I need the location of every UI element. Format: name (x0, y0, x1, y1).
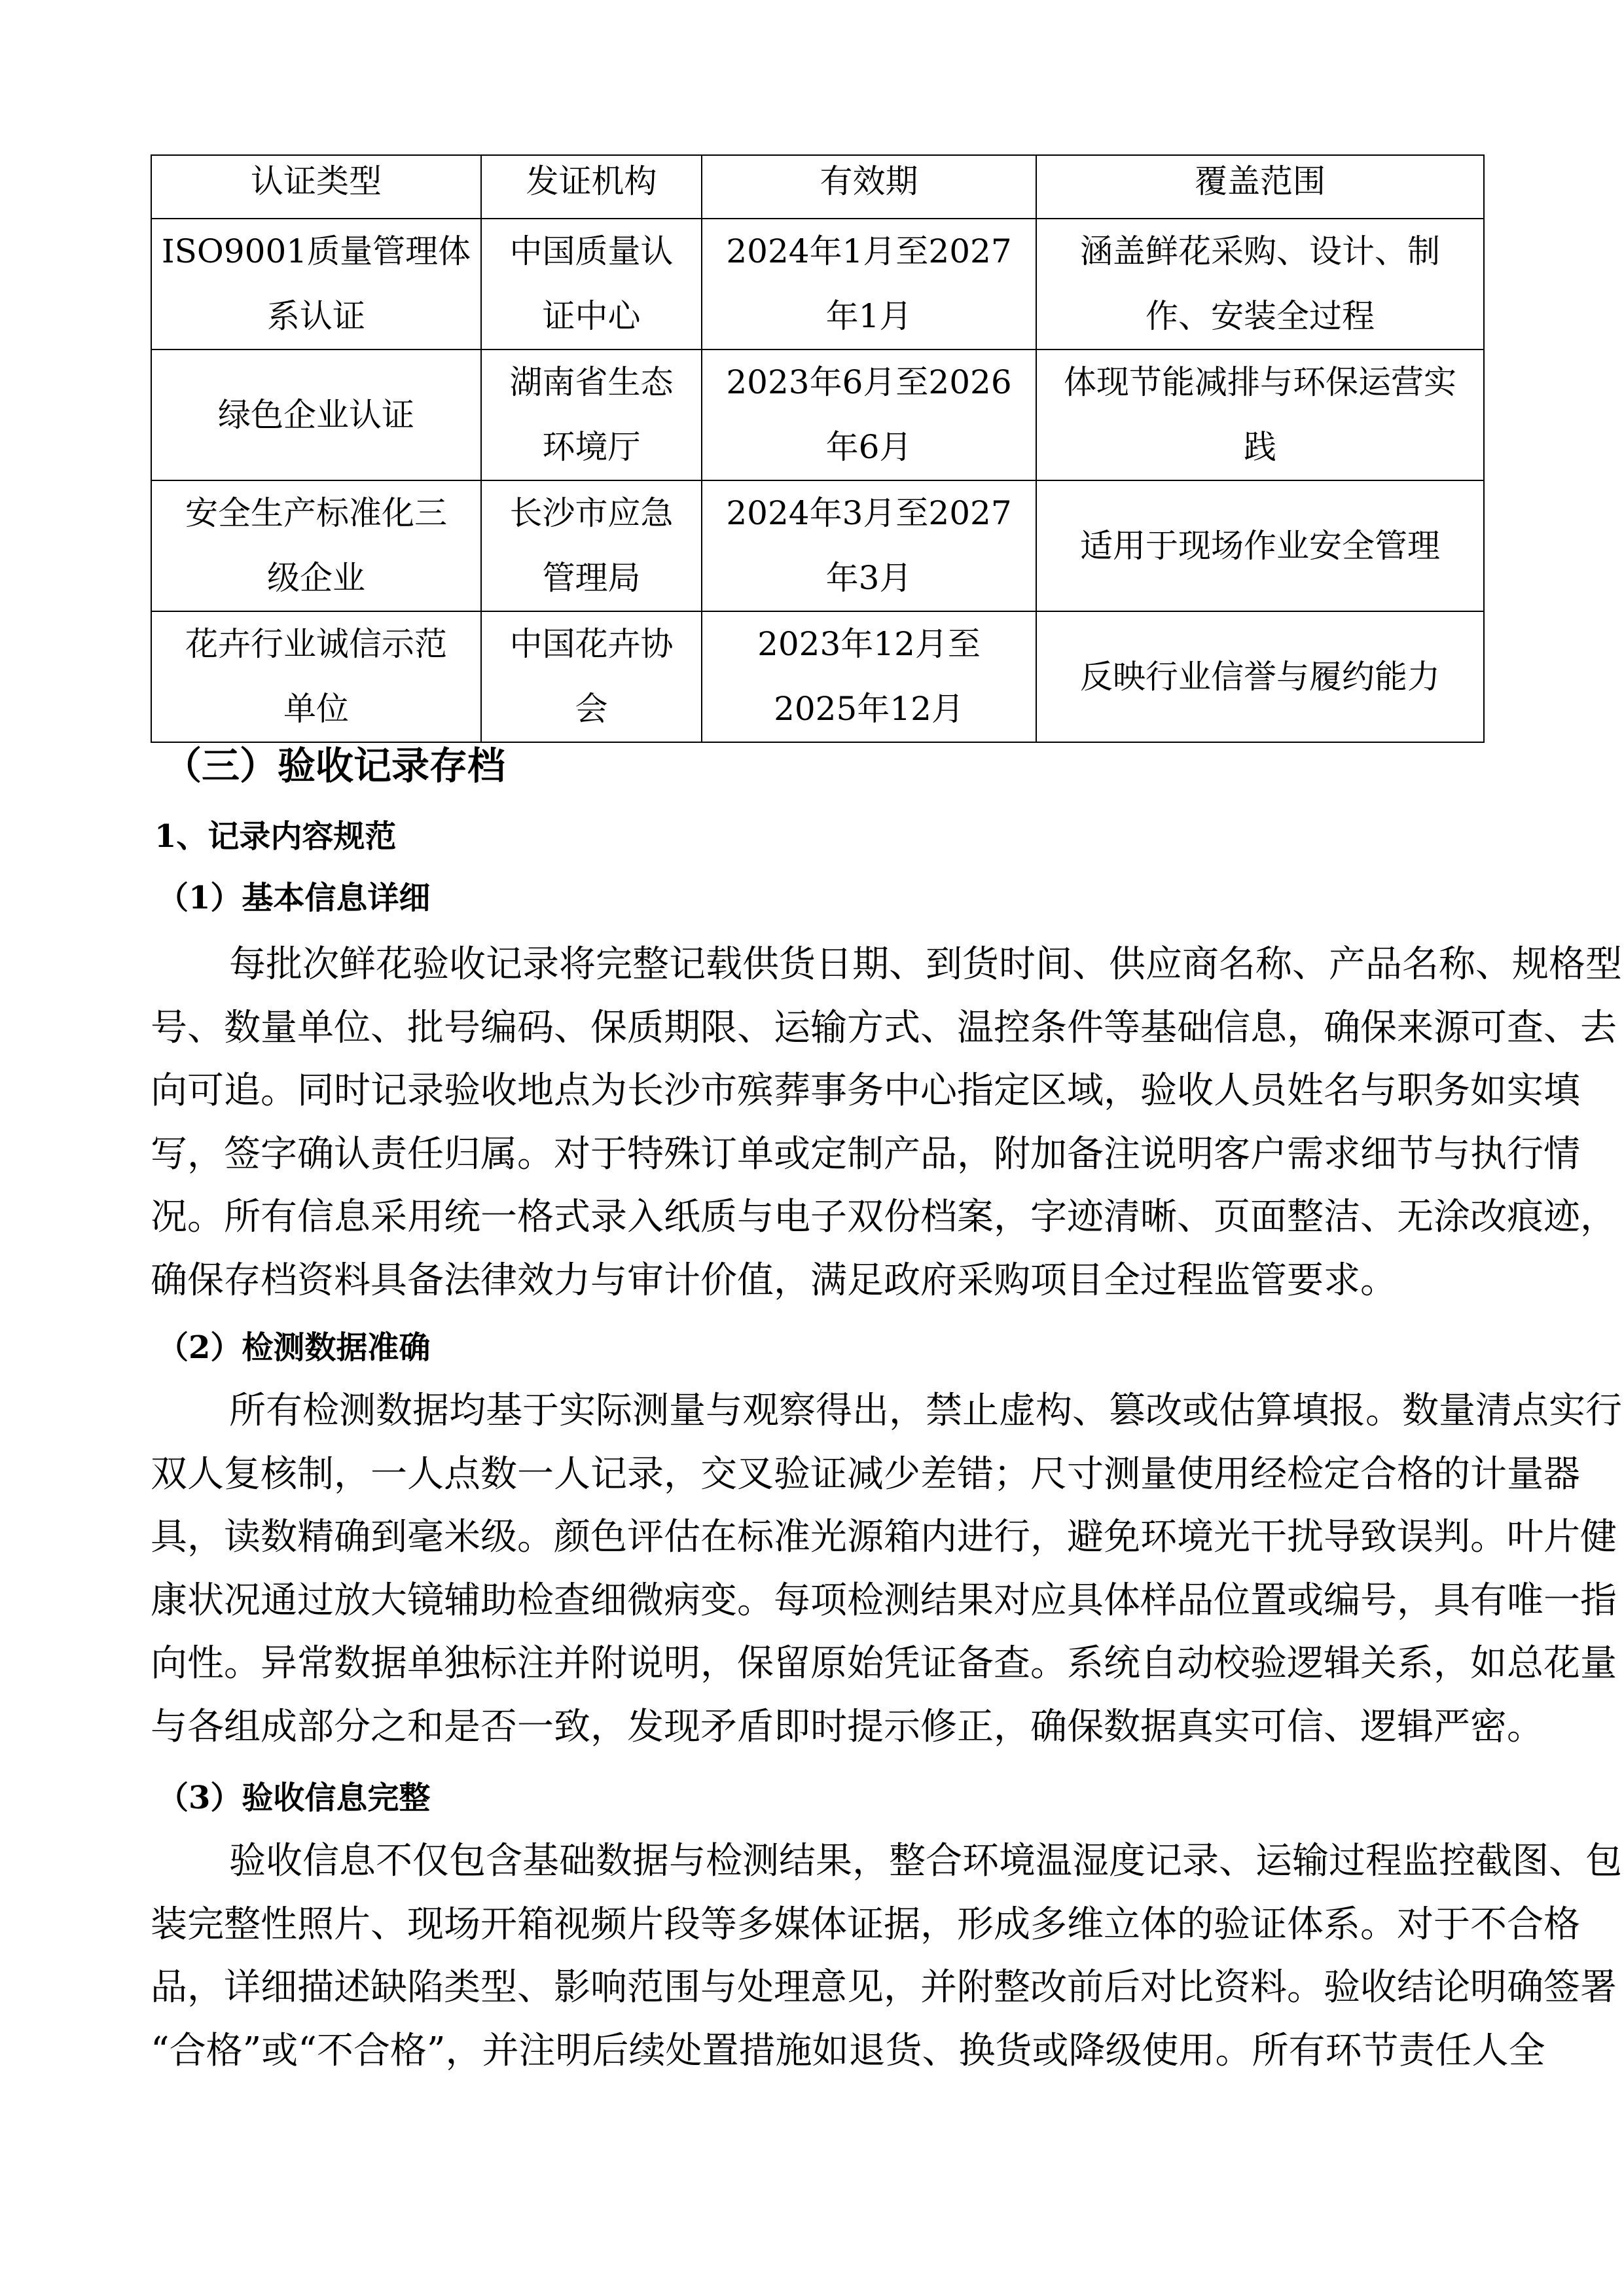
item-title: （3）验收信息完整 (157, 1780, 431, 1816)
cell-line: 践 (1244, 428, 1276, 466)
cell-line: 年3月 (825, 559, 912, 597)
cell-line: 长沙市应急 (509, 494, 674, 532)
cell-line: 年1月 (825, 297, 912, 335)
cell-line: 中国花卉协 (509, 625, 674, 663)
table-row (151, 480, 1484, 611)
cell-cert-type (151, 480, 481, 611)
cell-line: 花卉行业诚信示范 (185, 625, 447, 663)
header-scope: 覆盖范围 (1036, 155, 1484, 219)
cell-cert-type (151, 611, 481, 742)
cell-line: 2024年1月至2027 (726, 232, 1012, 270)
paragraph-line: 具，读数精确到毫米级。颜色评估在标准光源箱内进行，避免环境光干扰导致误判。叶片健 (151, 1516, 1617, 1558)
section-title: （三）验收记录存档 (164, 744, 506, 788)
header-issuer: 发证机构 (481, 155, 702, 219)
cell-line: 体现节能减排与环保运营实 (1064, 363, 1456, 401)
cell-validity (702, 350, 1036, 480)
cell-cert-type (151, 219, 481, 350)
cell-scope (1036, 219, 1484, 350)
cell-validity (702, 219, 1036, 350)
table-row (151, 350, 1484, 480)
cell-line: 系认证 (267, 297, 365, 335)
item-title: （1）基本信息详细 (157, 880, 431, 916)
cell-validity (702, 480, 1036, 611)
cell-line: 安全生产标准化三 (185, 494, 447, 532)
paragraph-line: 康状况通过放大镜辅助检查细微病变。每项检测结果对应具体样品位置或编号，具有唯一指 (151, 1579, 1617, 1622)
cell-line: 2024年3月至2027 (726, 494, 1012, 532)
paragraph-info-complete (151, 1830, 1622, 2083)
table-row (151, 611, 1484, 742)
cell-line: 年6月 (825, 428, 912, 466)
paragraph-line: “合格”或“不合格”，并注明后续处置措施如退货、换货或降级使用。所有环节责任人全 (151, 2029, 1545, 2072)
cell-line: 中国质量认 (509, 232, 674, 270)
cell-line: 会 (575, 690, 608, 728)
paragraph-line: 号、数量单位、批号编码、保质期限、运输方式、温控条件等基础信息，确保来源可查、去 (151, 1006, 1617, 1049)
cell-line: 2023年6月至2026 (726, 363, 1012, 401)
cell-line: 级企业 (267, 559, 365, 597)
paragraph-line: 每批次鲜花验收记录将完整记载供货日期、到货时间、供应商名称、产品名称、规格型 (229, 943, 1622, 986)
cell-issuer (481, 611, 702, 742)
paragraph-line: 验收信息不仅包含基础数据与检测结果，整合环境温湿度记录、运输过程监控截图、包 (229, 1840, 1622, 1882)
header-validity: 有效期 (702, 155, 1036, 219)
item-title: （2）检测数据准确 (157, 1329, 431, 1366)
cell-cert-type (151, 350, 481, 480)
paragraph-basic-info (151, 933, 1622, 1312)
subsection-title: 1、记录内容规范 (154, 818, 397, 855)
paragraph-line: 向可追。同时记录验收地点为长沙市殡葬事务中心指定区域，验收人员姓名与职务如实填 (151, 1069, 1580, 1112)
header-cert-type: 认证类型 (151, 155, 481, 219)
cell-line: 绿色企业认证 (218, 395, 414, 434)
paragraph-line: 双人复核制，一人点数一人记录，交叉验证减少差错；尺寸测量使用经检定合格的计量器 (151, 1452, 1580, 1496)
cell-line: 反映行业信誉与履约能力 (1080, 657, 1440, 696)
paragraph-line: 装完整性照片、现场开箱视频片段等多媒体证据，形成多维立体的验证体系。对于不合格 (151, 1903, 1580, 1946)
paragraph-line: 向性。异常数据单独标注并附说明，保留原始凭证备查。系统自动校验逻辑关系，如总花量 (151, 1642, 1617, 1685)
paragraph-line: 确保存档资料具备法律效力与审计价值，满足政府采购项目全过程监管要求。 (151, 1259, 1397, 1302)
cell-line: 环境厅 (542, 428, 641, 466)
paragraph-line: 与各组成部分之和是否一致，发现矛盾即时提示修正，确保数据真实可信、逻辑严密。 (151, 1705, 1543, 1748)
cell-line: 管理局 (542, 559, 641, 597)
cell-line: 湖南省生态 (509, 363, 674, 401)
cell-line: ISO9001质量管理体 (161, 232, 471, 270)
cell-line: 涵盖鲜花采购、设计、制 (1080, 232, 1440, 270)
cell-issuer (481, 480, 702, 611)
paragraph-line: 所有检测数据均基于实际测量与观察得出，禁止虚构、篡改或估算填报。数量清点实行 (229, 1390, 1622, 1432)
cell-scope (1036, 611, 1484, 742)
paragraph-data-accuracy (151, 1380, 1622, 1759)
cell-line: 适用于现场作业安全管理 (1080, 526, 1440, 565)
certification-table (151, 154, 1485, 743)
cell-line: 证中心 (542, 297, 641, 335)
paragraph-line: 写，签字确认责任归属。对于特殊订单或定制产品，附加备注说明客户需求细节与执行情 (151, 1132, 1580, 1175)
paragraph-line: 品，详细描述缺陷类型、影响范围与处理意见，并附整改前后对比资料。验收结论明确签署 (151, 1966, 1617, 2009)
cell-line: 2025年12月 (774, 690, 964, 728)
cell-line: 2023年12月至 (757, 625, 981, 663)
table-header-row (151, 155, 1484, 219)
cell-issuer (481, 350, 702, 480)
cell-issuer (481, 219, 702, 350)
table-row (151, 219, 1484, 350)
cell-scope (1036, 350, 1484, 480)
cell-scope (1036, 480, 1484, 611)
cell-validity (702, 611, 1036, 742)
cell-line: 单位 (283, 690, 349, 728)
paragraph-line: 况。所有信息采用统一格式录入纸质与电子双份档案，字迹清晰、页面整洁、无涂改痕迹， (151, 1196, 1617, 1238)
cell-line: 作、安装全过程 (1146, 297, 1375, 335)
